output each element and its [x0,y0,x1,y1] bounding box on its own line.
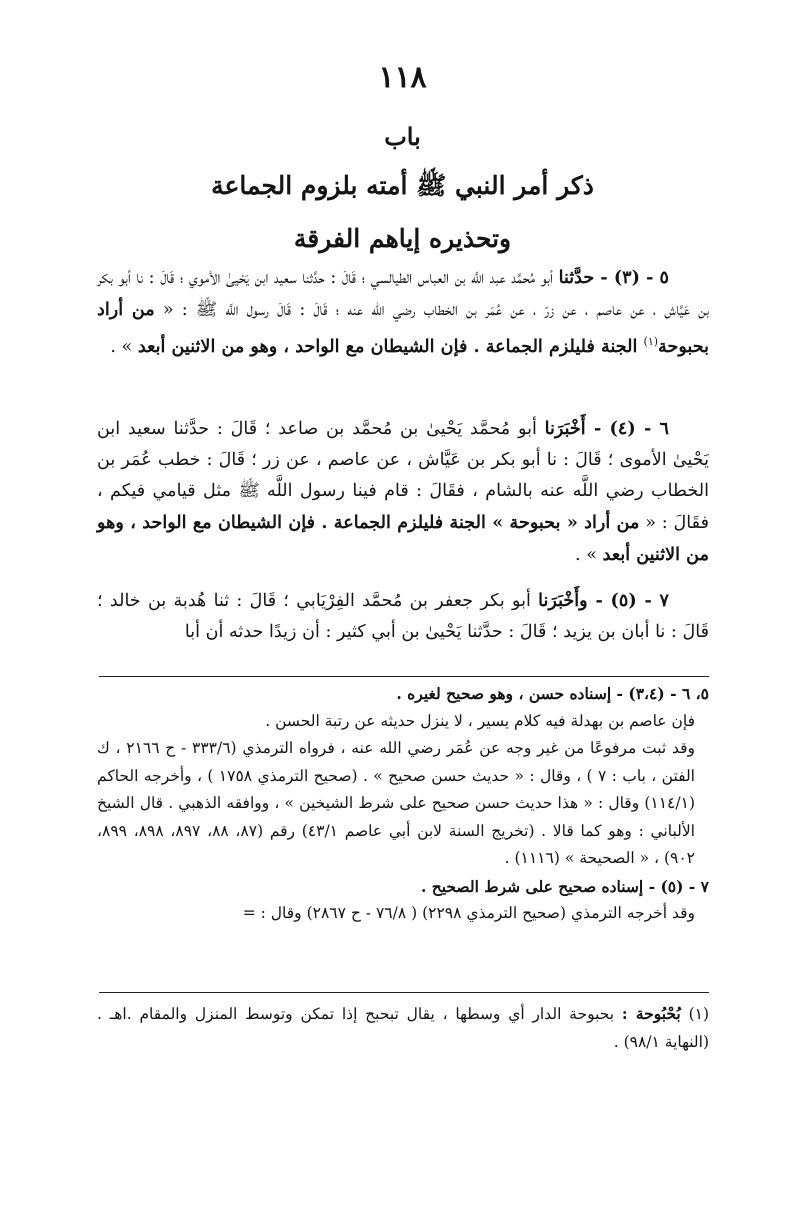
hadith-5 [97,262,709,363]
note-5-6-line-2: وقد ثبت مرفوعًا من غير وجه عن عُمَر رضي الله عنه ، فرواه الترمذي (٣٣٣/٦ - ح ٢١٦٦ ، ك الفتن ، باب : ٧ ) ، وقال : « حديث حسن صحيح » . (صحيح الترمذي ١٧٥٨ ) ، وأخرجه الحاكم (١١٤/١) وقال : « هذا حديث حسن صحيح على شرط الشيخين » ، ووافقه الذهبي . قال الشيخ الألباني : وهو كما قالا . (تخريج السنة لابن أبي عاصم ٤٣/١) رقم (٨٧، ٨٨، ٨٩٧، ٨٩٨، ٨٩٩، ٩٠٢) ، « الصحيحة » (١١١٦) . [97,739,695,867]
notes-divider [99,676,709,677]
hadith-5-number: ٥ - (٣) - حدَّثنا [558,267,669,288]
note-5-6-line-1: فإن عاصم بن بهدلة فيه كلام يسير ، لا ينزل حديثه عن رتبة الحسن . [265,711,695,730]
hadith-6-close: » . [575,545,603,565]
hadith-6-quote: من أراد « بحبوحة » الجنة فليلزم الجماعة . فإن الشيطان مع الواحد ، وهو من الاثنين أبعد [97,512,709,565]
chapter-title: ذكر أمر النبي ﷺ أمته بلزوم الجماعة [211,171,594,200]
note-7-heading: ٧ - (٥) - إسناده صحيح على شرط الصحيح . [420,876,709,896]
hadith-5-chain: أبو مُحمَّد عبد اللَّه بن العباس الطيالسي ؛ قَالَ : حدَّثنا سعيد ابن يَحْيىٰ الأموي ؛ قَالَ : نا أبو بكر بن عَيَّاش ، عن عاصم ، عن زرّ ، عن عُمَر بن الخطاب رضي الله عنه ؛ قَالَ : قَالَ رسول اللَّه ﷺ : « [97,268,709,320]
footnote-divider [99,992,709,993]
hadith-7-number: ٧ - (٥) - وأَخْبَرَنا [538,590,669,611]
hadith-6-number: ٦ - (٤) - أَخْبَرَنا [544,418,669,439]
footnote-text: بحبوحة الدار أي وسطها ، يقال تبحبح إذا تمكن وتوسط المنزل والمقام .اهـ . (النهاية ٩٨/١) . [97,1005,709,1051]
hadith-7-chain: أبو بكر جعفر بن مُحمَّد الفِرْيَابي ؛ قَالَ : ثنا هُدبة بن خالد ؛ قَالَ : نا أبان بن يزيد ؛ قَالَ : حدَّثنا يَحْيىٰ بن أبي كثير : أن زيدًا حدثه أن أبا [97,591,709,642]
hadith-5-close: » . [110,336,138,357]
hadith-6-chain: أبو مُحمَّد يَحْيىٰ بن مُحمَّد بن صاعد ؛ قَالَ : حدَّثنا سعيد ابن يَحْيىٰ الأموى ؛ قَالَ : نا أبو بكر بن عَيَّاش ، عن عاصم ، عن زر ؛ قَالَ : خطب عُمَر بن الخطاب رضي اللَّه عنه بالشام ، فقَالَ : قام فينا رسول اللَّه ﷺ مثل قيامي فيكم ، فقَالَ : « [97,419,709,533]
note-7-line-1: وقد أخرجه الترمذي (صحيح الترمذي ٢٢٩٨) ( ٧٦/٨ - ح ٢٨٦٧) وقال : = [242,904,695,922]
footnote [97,1000,709,1056]
chapter-subtitle: وتحذيره إياهم الفرقة [293,224,512,253]
chapter-label: باب [384,122,421,151]
hadith-7 [97,585,709,648]
hadith-6 [97,413,709,571]
footnote-number: (١) [688,1005,710,1023]
footnote-term: بُحْبُوحة : [621,1004,681,1023]
hadith-5-quote: من أراد بحبوحة [97,299,709,357]
hadith-5-quote-rest: الجنة فليلزم الجماعة . فإن الشيطان مع الواحد ، وهو من الاثنين أبعد [137,335,644,357]
commentary-notes [97,680,709,928]
footnote-marker: (١) [643,335,659,348]
page-number: ١١٨ [378,60,427,95]
note-5-6-heading: ٥، ٦ - (٣،٤) - إسناده حسن ، وهو صحيح لغيره . [396,684,709,703]
